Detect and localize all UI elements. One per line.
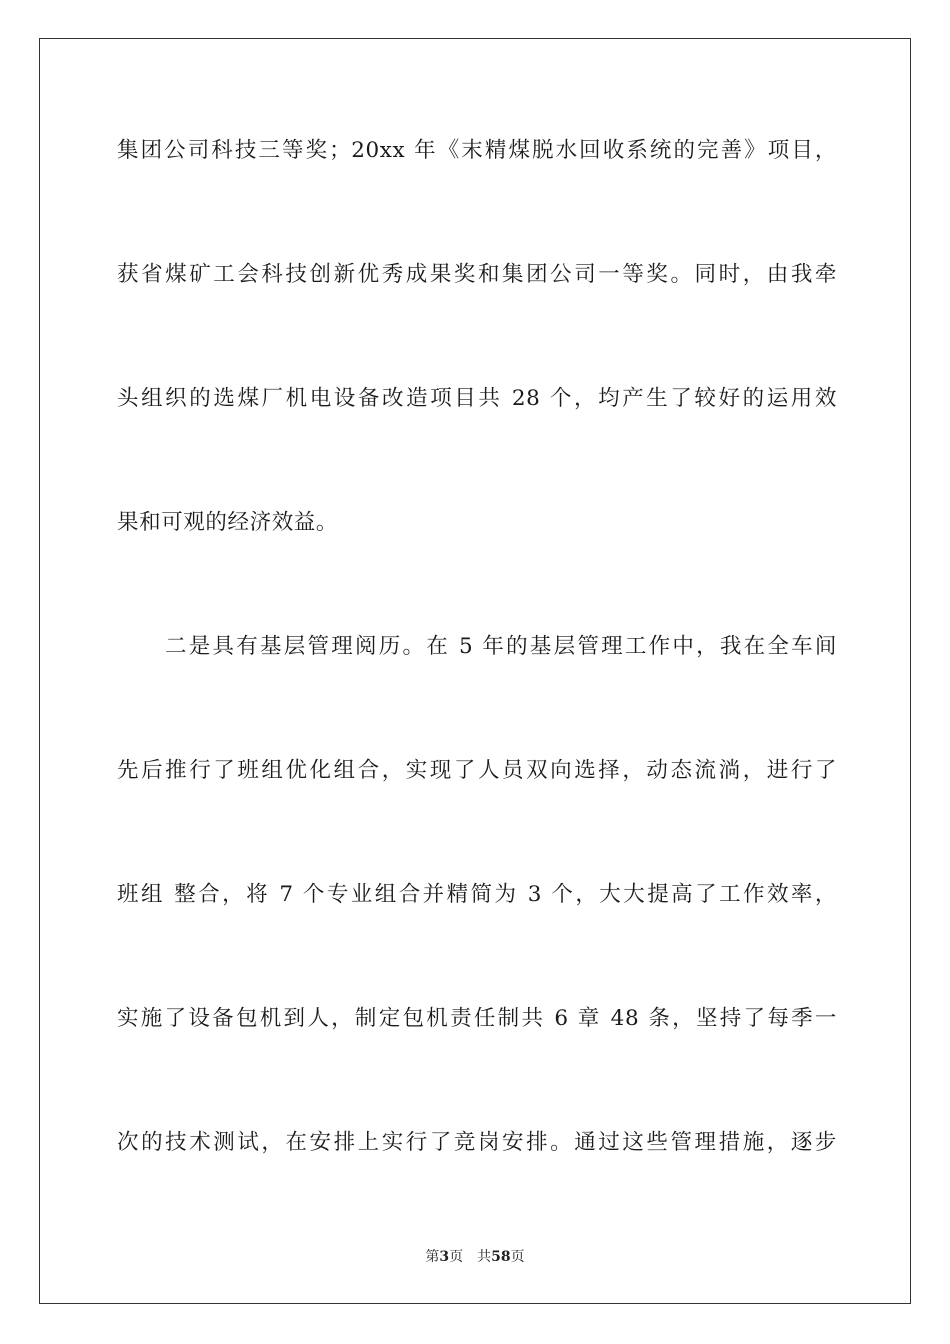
text-line-8: 实施了设备包机到人，制定包机责任制共 6 章 48 条，坚持了每季一 <box>117 1006 837 1031</box>
text-line-6: 先后推行了班组优化组合，实现了人员双向选择，动态流淌，进行了 <box>117 758 837 783</box>
text-line-4: 果和可观的经济效益。 <box>117 510 339 535</box>
footer-total-pages: 58 <box>491 1249 511 1265</box>
footer-total-suffix: 页 <box>510 1249 525 1265</box>
page-border <box>39 38 911 1304</box>
text-line-3: 头组织的选煤厂机电设备改造项目共 28 个，均产生了较好的运用效 <box>117 386 837 411</box>
footer-page-suffix: 页 <box>449 1249 464 1265</box>
page-footer <box>0 1247 950 1267</box>
footer-page-prefix: 第 <box>425 1249 440 1265</box>
text-line-9: 次的技术测试，在安排上实行了竞岗安排。通过这些管理措施，逐步 <box>117 1130 837 1155</box>
text-line-2: 获省煤矿工会科技创新优秀成果奖和集团公司一等奖。同时，由我牵 <box>117 262 837 287</box>
footer-total-prefix: 共 <box>477 1249 492 1265</box>
text-line-5: 二是具有基层管理阅历。在 5 年的基层管理工作中，我在全车间 <box>165 634 837 659</box>
footer-page-number: 3 <box>439 1249 450 1265</box>
text-line-1: 集团公司科技三等奖；20xx 年《末精煤脱水回收系统的完善》项目， <box>117 138 837 163</box>
text-line-7: 班组 整合，将 7 个专业组合并精简为 3 个，大大提高了工作效率， <box>117 882 837 907</box>
